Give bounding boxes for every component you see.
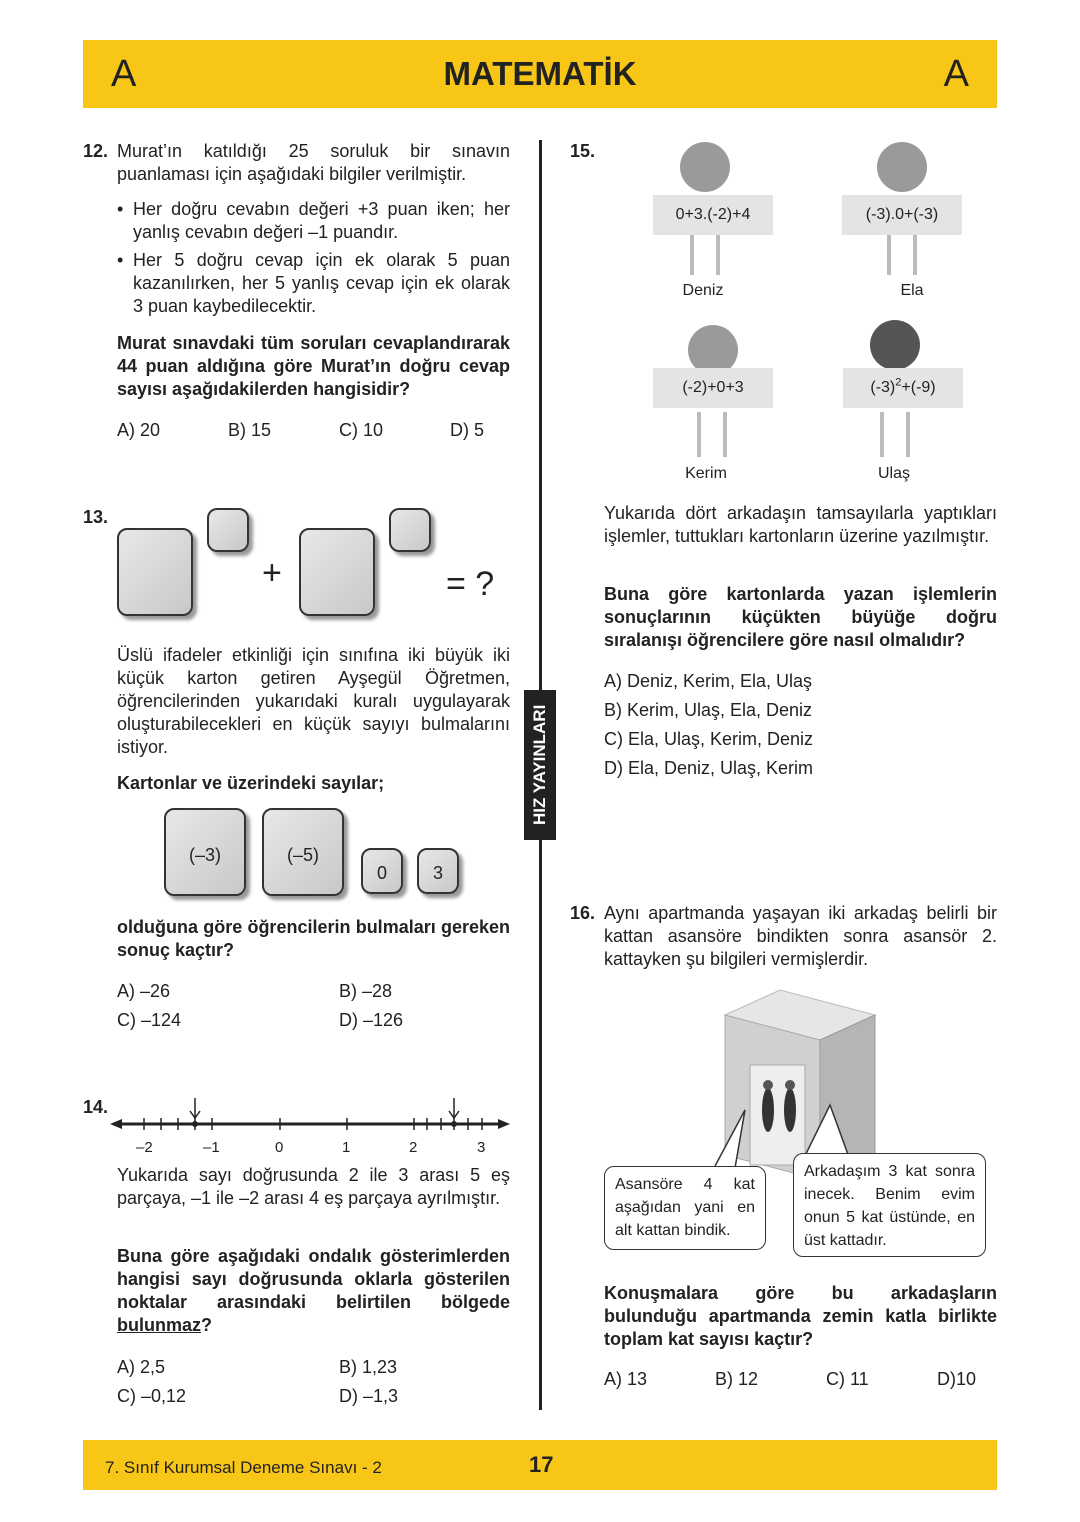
question-stem: Konuşmalara göre bu arkadaşların bulunduğu apartmanda zemin katla birlikte toplam kat sayısı kaçtır? — [604, 1283, 997, 1349]
question-number: 15. — [570, 141, 596, 161]
tick-label: 2 — [409, 1139, 418, 1156]
expr-exponent: 2 — [895, 376, 902, 389]
kid-card-ulas — [843, 368, 963, 408]
card-3 — [417, 848, 459, 894]
card-value: (–3) — [188, 845, 221, 865]
kid-legs — [880, 412, 910, 457]
big-card-empty — [299, 528, 375, 616]
stem-underlined: bulunmaz — [117, 1315, 201, 1335]
card-0 — [361, 848, 403, 894]
option-d[interactable]: D) Ela, Deniz, Ulaş, Kerim — [604, 758, 814, 778]
option-d[interactable]: D) 5 — [450, 420, 485, 440]
kid-name-ulas: Ulaş — [877, 465, 910, 482]
header-bar — [83, 40, 997, 108]
option-b[interactable]: B) 12 — [715, 1369, 759, 1389]
expr-base: (-3) — [870, 379, 896, 396]
option-c[interactable]: C) 11 — [826, 1369, 869, 1389]
bullet-item: • Her doğru cevabın değeri +3 puan iken; her yanlış cevabın değeri –1 puandır. — [117, 199, 510, 242]
stem-end: ? — [201, 1315, 212, 1335]
kid-ulas-figure — [870, 320, 920, 370]
speech-bubble-right: Arkadaşım 3 kat sonra inecek. Benim evim onun 5 kat üstünde, en üst kattadır. — [793, 1153, 986, 1257]
question-stem: Murat sınavdaki tüm soruları cevaplandırarak 44 puan aldığına göre Murat’ın doğru cevap sayısı aşağıdakilerden hangisidir? — [117, 333, 510, 399]
kid-ela-figure — [877, 142, 927, 192]
card-value: 3 — [432, 863, 443, 883]
kid-legs — [887, 235, 917, 275]
kid-name-deniz: Deniz — [682, 282, 724, 299]
tick-label: –2 — [136, 1139, 153, 1156]
footer-bar — [83, 1440, 997, 1490]
card-value: 0 — [376, 863, 387, 883]
exam-name: 7. Sınıf Kurumsal Deneme Sınavı - 2 — [105, 1458, 382, 1477]
question-intro: Aynı apartmanda yaşayan iki arkadaş belirli bir kattan asansöre bindikten sonra asansör 2. kattayken şu bilgileri vermişlerdir. — [604, 903, 997, 969]
number-line — [110, 1094, 510, 1134]
question-text: Yukarıda dört arkadaşın tamsayılarla yaptıkları işlemler, tuttukları kartonların üzerine yazılmıştır. — [604, 503, 997, 546]
kid-card-deniz: 0+3.(-2)+4 — [653, 195, 773, 235]
plus-sign: + — [262, 554, 282, 592]
option-b[interactable]: B) Kerim, Ulaş, Ela, Deniz — [604, 700, 813, 720]
bullet-text: Her 5 doğru cevap için ek olarak 5 puan kazanılırken, her 5 yanlış cevap için ek olarak 3 puan kaybedilecektir. — [133, 250, 510, 316]
question-number: 12. — [83, 141, 109, 161]
kid-name-ela: Ela — [900, 282, 924, 299]
page-number: 17 — [529, 1452, 554, 1477]
booklet-letter-left: A — [111, 53, 137, 95]
option-a[interactable]: A) 13 — [604, 1369, 648, 1389]
number-line-labels — [110, 1136, 510, 1156]
option-c[interactable]: C) 10 — [339, 420, 384, 440]
tick-label: –1 — [203, 1139, 220, 1156]
speech-bubble-left: Asansöre 4 kat aşağıdan yani en alt kattan bindik. — [604, 1166, 766, 1250]
tick-label: 1 — [342, 1139, 351, 1156]
option-d[interactable]: D)10 — [937, 1369, 977, 1389]
question-stem: Buna göre kartonlarda yazan işlemlerin sonuçlarının küçükten büyüğe doğru sıralanışı öğrencilere göre nasıl olmalıdır? — [604, 584, 997, 650]
option-d[interactable]: D) –126 — [339, 1010, 404, 1030]
option-a[interactable]: A) 2,5 — [117, 1357, 166, 1377]
question-text: Yukarıda sayı doğrusunda 2 ile 3 arası 5 eş parçaya, –1 ile –2 arası 4 eş parçaya ayrılmıştır. — [117, 1165, 510, 1208]
question-stem: olduğuna göre öğrencilerin bulmaları gereken sonuç kaçtır? — [117, 917, 510, 960]
kid-name-kerim: Kerim — [685, 465, 727, 482]
bullet-list — [117, 198, 510, 318]
question-number: 13. — [83, 507, 109, 527]
booklet-letter-right: A — [943, 53, 969, 95]
small-card-empty — [389, 508, 431, 552]
publisher-logo: HIZ YAYINLARI — [524, 690, 556, 840]
option-c[interactable]: C) Ela, Ulaş, Kerim, Deniz — [604, 729, 814, 749]
question-number: 14. — [83, 1097, 109, 1117]
tick-label: 0 — [275, 1139, 284, 1156]
question-text: Üslü ifadeler etkinliği için sınıfına iki büyük iki küçük karton getiren Ayşegül Öğretmen, öğrencilerinden yukarıdaki kuralı uygulayarak oluşturabilecekleri en küçük sayıyı bulmalarını istiyor. — [117, 645, 510, 757]
card-minus5 — [262, 808, 344, 896]
kid-legs — [690, 235, 720, 275]
big-card-empty — [117, 528, 193, 616]
option-b[interactable]: B) 15 — [228, 420, 272, 440]
kid-legs — [697, 412, 727, 457]
small-card-empty — [207, 508, 249, 552]
option-b[interactable]: B) –28 — [339, 981, 393, 1001]
card-minus3 — [164, 808, 246, 896]
stem-text: Buna göre aşağıdaki ondalık gösterimlerden hangisi sayı doğrusunda oklarla gösterilen noktalar arasındaki belirtilen bölgede — [117, 1246, 510, 1312]
cards-label: Kartonlar ve üzerindeki sayılar; — [117, 773, 385, 793]
kid-card-ela: (-3).0+(-3) — [842, 195, 962, 235]
kid-card-kerim: (-2)+0+3 — [653, 368, 773, 408]
option-a[interactable]: A) Deniz, Kerim, Ela, Ulaş — [604, 671, 813, 691]
option-b[interactable]: B) 1,23 — [339, 1357, 398, 1377]
page-title: MATEMATİK — [443, 55, 637, 92]
option-c[interactable]: C) –0,12 — [117, 1386, 187, 1406]
option-a[interactable]: A) –26 — [117, 981, 171, 1001]
expr-rest: +(-9) — [901, 379, 936, 396]
bullet-text: Her doğru cevabın değeri +3 puan iken; her yanlış cevabın değeri –1 puandır. — [133, 199, 510, 242]
question-number: 16. — [570, 903, 596, 923]
option-d[interactable]: D) –1,3 — [339, 1386, 399, 1406]
question-stem — [117, 1245, 510, 1337]
option-c[interactable]: C) –124 — [117, 1010, 182, 1030]
option-a[interactable]: A) 20 — [117, 420, 161, 440]
card-value: (–5) — [286, 845, 319, 865]
kid-deniz-figure — [680, 142, 730, 192]
equals-question: = ? — [446, 565, 495, 603]
bullet-item: • Her 5 doğru cevap için ek olarak 5 puan kazanılırken, her 5 yanlış cevap için ek olarak 3 puan kaybedilecektir. — [117, 250, 510, 316]
question-intro: Murat’ın katıldığı 25 soruluk bir sınavın puanlaması için aşağıdaki bilgiler verilmiştir. — [117, 141, 510, 184]
tick-label: 3 — [477, 1139, 486, 1156]
